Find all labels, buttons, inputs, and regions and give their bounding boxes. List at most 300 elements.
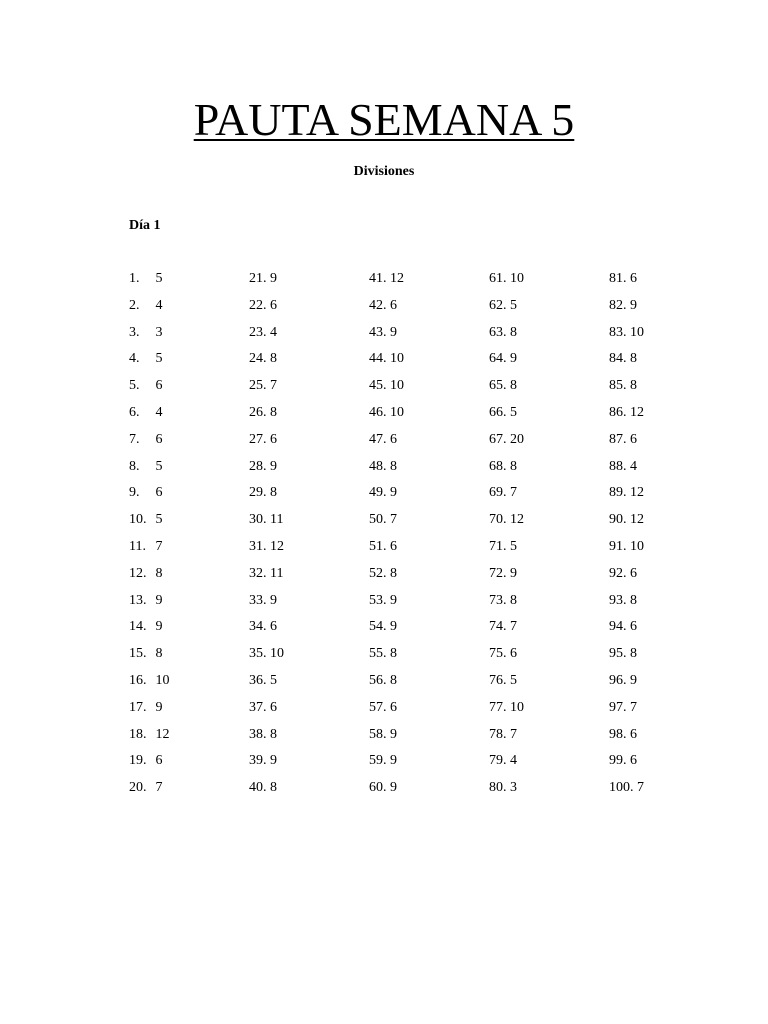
answer-number: 98. [609, 726, 627, 742]
answer-number: 78. [489, 726, 507, 742]
answer-value: 9 [155, 592, 163, 608]
answer-number: 19. [129, 753, 147, 769]
answer-item [249, 320, 369, 347]
answer-value: 5 [510, 404, 517, 420]
answer-item [369, 561, 489, 588]
answer-item [489, 614, 609, 641]
answer-value: 5 [155, 351, 163, 367]
answer-item [489, 373, 609, 400]
answer-value: 6 [155, 431, 163, 447]
answer-item [489, 480, 609, 507]
answer-value: 8 [510, 324, 517, 340]
answer-item [129, 480, 249, 507]
answer-value: 20 [510, 431, 524, 447]
answer-value: 8 [630, 378, 637, 394]
page-subtitle: Divisiones [353, 164, 415, 179]
answer-number: 83. [609, 324, 627, 340]
answer-number: 84. [609, 351, 627, 367]
answer-value: 9 [390, 726, 397, 742]
answer-number: 4. [129, 351, 140, 367]
answer-value: 5 [510, 538, 517, 554]
answer-item [129, 346, 249, 373]
answer-number: 61. [489, 271, 507, 286]
answer-number: 20. [129, 780, 147, 796]
answer-number: 89. [609, 485, 627, 501]
answer-item [249, 480, 369, 507]
answer-number: 87. [609, 431, 627, 447]
answer-value: 4 [155, 404, 163, 420]
answer-value: 6 [630, 726, 637, 742]
answer-value: 6 [630, 431, 637, 447]
answer-number: 88. [609, 458, 627, 474]
answer-number: 40. [249, 780, 267, 796]
answer-number: 55. [369, 646, 387, 662]
answer-item [129, 266, 249, 293]
answer-item [249, 266, 369, 293]
answer-item [129, 588, 249, 615]
answer-item [609, 427, 729, 454]
answer-number: 71. [489, 538, 507, 554]
answer-number: 75. [489, 646, 507, 662]
answer-number: 41. [369, 271, 387, 286]
answer-number: 44. [369, 351, 387, 367]
answer-value: 6 [270, 699, 277, 715]
answer-number: 38. [249, 726, 267, 742]
answer-value: 8 [270, 485, 277, 501]
answer-item [489, 668, 609, 695]
answer-number: 63. [489, 324, 507, 340]
answer-item [369, 668, 489, 695]
answer-value: 5 [510, 672, 517, 688]
answer-number: 100. [609, 780, 634, 796]
answer-item [369, 775, 489, 802]
answer-item [489, 507, 609, 534]
answer-value: 8 [510, 458, 517, 474]
answer-value: 6 [630, 619, 637, 635]
answer-item [609, 588, 729, 615]
answer-item [129, 668, 249, 695]
answer-number: 79. [489, 753, 507, 769]
answer-number: 30. [249, 512, 267, 528]
answer-item [129, 507, 249, 534]
answer-number: 53. [369, 592, 387, 608]
answer-value: 9 [510, 565, 517, 581]
answer-value: 12 [390, 271, 404, 286]
answer-number: 43. [369, 324, 387, 340]
answer-item [609, 614, 729, 641]
answer-item [609, 507, 729, 534]
answer-number: 69. [489, 485, 507, 501]
answer-value: 8 [390, 565, 397, 581]
answer-number: 72. [489, 565, 507, 581]
answer-number: 85. [609, 378, 627, 394]
answer-number: 99. [609, 753, 627, 769]
answer-item [129, 400, 249, 427]
answer-item [609, 293, 729, 320]
answer-item [609, 561, 729, 588]
answer-item [369, 400, 489, 427]
answer-value: 8 [270, 404, 277, 420]
answer-value: 5 [155, 458, 163, 474]
answer-number: 49. [369, 485, 387, 501]
answer-number: 56. [369, 672, 387, 688]
answer-value: 8 [630, 592, 637, 608]
answer-value: 7 [630, 699, 637, 715]
answer-value: 6 [630, 565, 637, 581]
answer-item [129, 748, 249, 775]
answer-column-5 [609, 266, 729, 802]
answer-number: 8. [129, 458, 140, 474]
answer-number: 76. [489, 672, 507, 688]
answer-value: 4 [630, 458, 637, 474]
answer-value: 9 [270, 592, 277, 608]
answer-value: 3 [510, 780, 517, 796]
answer-number: 62. [489, 297, 507, 313]
answer-number: 95. [609, 646, 627, 662]
answer-number: 16. [129, 672, 147, 688]
answer-number: 46. [369, 404, 387, 420]
answer-item [249, 427, 369, 454]
answer-item [489, 748, 609, 775]
answer-number: 70. [489, 512, 507, 528]
answer-value: 9 [630, 672, 637, 688]
answer-number: 97. [609, 699, 627, 715]
answer-value: 8 [630, 646, 637, 662]
answer-value: 4 [270, 324, 277, 340]
answer-item [369, 293, 489, 320]
answer-number: 91. [609, 538, 627, 554]
answer-value: 6 [155, 753, 163, 769]
answer-value: 10 [390, 351, 404, 367]
answer-number: 35. [249, 646, 267, 662]
answer-value: 5 [270, 672, 277, 688]
answer-item [249, 775, 369, 802]
answer-value: 10 [390, 404, 404, 420]
answer-value: 9 [270, 271, 277, 286]
answer-number: 17. [129, 699, 147, 715]
answer-number: 33. [249, 592, 267, 608]
answer-item [369, 454, 489, 481]
answer-number: 11. [129, 538, 146, 554]
answer-number: 32. [249, 565, 267, 581]
answer-item [249, 373, 369, 400]
answer-value: 5 [155, 271, 163, 286]
answer-item [489, 320, 609, 347]
answer-value: 7 [637, 780, 644, 796]
answer-number: 5. [129, 378, 140, 394]
answer-value: 7 [155, 780, 163, 796]
answer-number: 77. [489, 699, 507, 715]
answer-item [129, 320, 249, 347]
answer-item [609, 641, 729, 668]
answer-item [369, 507, 489, 534]
answer-number: 31. [249, 538, 267, 554]
answer-item [369, 346, 489, 373]
answer-item [609, 775, 729, 802]
answer-number: 51. [369, 538, 387, 554]
answer-item [249, 561, 369, 588]
answer-value: 10 [510, 699, 524, 715]
answer-number: 15. [129, 646, 147, 662]
answer-item [489, 293, 609, 320]
answer-item [249, 507, 369, 534]
answer-number: 2. [129, 297, 140, 313]
answer-column-1 [129, 266, 249, 802]
answer-item [609, 480, 729, 507]
answer-value: 12 [270, 538, 284, 554]
answer-value: 11 [270, 512, 284, 528]
answer-item [369, 641, 489, 668]
answer-value: 12 [630, 485, 644, 501]
answer-number: 14. [129, 619, 147, 635]
answer-value: 4 [155, 297, 163, 313]
answer-number: 12. [129, 565, 147, 581]
answer-value: 7 [390, 512, 397, 528]
answer-value: 12 [510, 512, 524, 528]
answer-number: 96. [609, 672, 627, 688]
answer-item [129, 641, 249, 668]
answer-number: 25. [249, 378, 267, 394]
answer-item [609, 748, 729, 775]
answer-item [369, 614, 489, 641]
answer-value: 6 [270, 619, 277, 635]
answer-number: 3. [129, 324, 140, 340]
answer-item [489, 400, 609, 427]
answer-column-2 [249, 266, 369, 802]
answer-item [489, 534, 609, 561]
answer-value: 9 [390, 753, 397, 769]
answer-value: 6 [630, 753, 637, 769]
answer-number: 59. [369, 753, 387, 769]
answer-item [129, 427, 249, 454]
answer-value: 7 [155, 538, 163, 554]
answer-number: 36. [249, 672, 267, 688]
answer-value: 6 [390, 297, 397, 313]
answer-value: 3 [155, 324, 163, 340]
answer-number: 47. [369, 431, 387, 447]
answer-number: 23. [249, 324, 267, 340]
answer-value: 8 [390, 646, 397, 662]
answer-value: 10 [630, 324, 644, 340]
answer-number: 7. [129, 431, 140, 447]
answer-item [129, 373, 249, 400]
answer-item [489, 346, 609, 373]
answer-item [249, 293, 369, 320]
answer-value: 8 [510, 378, 517, 394]
answer-item [369, 588, 489, 615]
answer-number: 13. [129, 592, 147, 608]
answer-value: 6 [390, 538, 397, 554]
answer-item [249, 748, 369, 775]
answer-item [129, 614, 249, 641]
answer-value: 7 [510, 726, 517, 742]
answer-number: 66. [489, 404, 507, 420]
answer-item [249, 346, 369, 373]
answer-item [609, 320, 729, 347]
answer-value: 8 [270, 726, 277, 742]
answer-item [489, 266, 609, 293]
answer-number: 93. [609, 592, 627, 608]
answer-item [489, 695, 609, 722]
answer-number: 27. [249, 431, 267, 447]
answer-item [609, 454, 729, 481]
answer-number: 54. [369, 619, 387, 635]
answer-number: 34. [249, 619, 267, 635]
answer-value: 9 [390, 780, 397, 796]
answer-item [369, 320, 489, 347]
answer-item [489, 454, 609, 481]
answer-number: 24. [249, 351, 267, 367]
answer-number: 80. [489, 780, 507, 796]
answer-number: 74. [489, 619, 507, 635]
answer-value: 11 [270, 565, 284, 581]
answer-value: 10 [510, 271, 524, 286]
answer-item [129, 454, 249, 481]
answer-number: 67. [489, 431, 507, 447]
answer-number: 65. [489, 378, 507, 394]
answer-value: 12 [630, 512, 644, 528]
answer-item [249, 400, 369, 427]
answer-item [609, 668, 729, 695]
answer-value: 5 [155, 512, 163, 528]
answer-number: 37. [249, 699, 267, 715]
answer-item [369, 266, 489, 293]
answer-item [609, 722, 729, 749]
answer-column-4 [489, 266, 609, 802]
answer-number: 92. [609, 565, 627, 581]
answer-item [489, 427, 609, 454]
answer-number: 26. [249, 404, 267, 420]
answer-value: 5 [510, 297, 517, 313]
answer-item [609, 373, 729, 400]
answer-item [369, 695, 489, 722]
answer-item [249, 722, 369, 749]
answer-value: 8 [390, 672, 397, 688]
answer-item [609, 266, 729, 293]
answer-item [609, 695, 729, 722]
answer-item [129, 722, 249, 749]
answer-item [129, 775, 249, 802]
answer-number: 90. [609, 512, 627, 528]
answer-value: 8 [390, 458, 397, 474]
answer-number: 58. [369, 726, 387, 742]
answer-item [489, 722, 609, 749]
answer-item [609, 400, 729, 427]
answer-value: 7 [510, 485, 517, 501]
answer-number: 73. [489, 592, 507, 608]
answer-item [369, 480, 489, 507]
answer-value: 6 [270, 431, 277, 447]
answer-value: 9 [155, 699, 163, 715]
day-label: Día 1 [129, 218, 161, 233]
answer-number: 45. [369, 378, 387, 394]
answer-value: 8 [510, 592, 517, 608]
answer-number: 68. [489, 458, 507, 474]
answer-value: 8 [270, 780, 277, 796]
answer-key [129, 266, 729, 806]
answer-item [369, 534, 489, 561]
answer-value: 6 [390, 431, 397, 447]
answer-item [129, 534, 249, 561]
answer-number: 81. [609, 271, 627, 286]
answer-item [249, 588, 369, 615]
answer-value: 7 [270, 378, 277, 394]
answer-number: 6. [129, 404, 140, 420]
answer-item [489, 588, 609, 615]
answer-number: 94. [609, 619, 627, 635]
answer-item [249, 454, 369, 481]
answer-item [489, 775, 609, 802]
answer-number: 86. [609, 404, 627, 420]
answer-number: 60. [369, 780, 387, 796]
answer-value: 9 [390, 324, 397, 340]
answer-value: 6 [510, 646, 517, 662]
answer-column-3 [369, 266, 489, 802]
answer-number: 48. [369, 458, 387, 474]
answer-number: 29. [249, 485, 267, 501]
page-title: PAUTA SEMANA 5 [193, 94, 575, 145]
answer-item [129, 695, 249, 722]
answer-value: 10 [155, 672, 170, 688]
answer-value: 9 [390, 619, 397, 635]
answer-number: 50. [369, 512, 387, 528]
answer-value: 9 [155, 619, 163, 635]
answer-item [369, 748, 489, 775]
answer-value: 7 [510, 619, 517, 635]
answer-value: 8 [270, 351, 277, 367]
answer-value: 8 [630, 351, 637, 367]
answer-number: 10. [129, 512, 147, 528]
answer-number: 42. [369, 297, 387, 313]
answer-number: 64. [489, 351, 507, 367]
answer-number: 22. [249, 297, 267, 313]
answer-number: 57. [369, 699, 387, 715]
answer-item [489, 641, 609, 668]
answer-item [129, 293, 249, 320]
answer-value: 10 [390, 378, 404, 394]
answer-item [609, 346, 729, 373]
answer-value: 6 [155, 378, 163, 394]
answer-item [369, 373, 489, 400]
answer-item [489, 561, 609, 588]
answer-value: 9 [270, 753, 277, 769]
answer-item [369, 722, 489, 749]
answer-value: 12 [155, 726, 170, 742]
answer-item [249, 614, 369, 641]
answer-value: 6 [630, 271, 637, 286]
answer-value: 8 [155, 565, 163, 581]
answer-number: 39. [249, 753, 267, 769]
answer-item [129, 561, 249, 588]
answer-number: 18. [129, 726, 147, 742]
answer-item [369, 427, 489, 454]
answer-number: 52. [369, 565, 387, 581]
answer-number: 28. [249, 458, 267, 474]
answer-value: 6 [155, 485, 163, 501]
answer-value: 9 [270, 458, 277, 474]
answer-value: 12 [630, 404, 644, 420]
answer-item [249, 534, 369, 561]
answer-value: 10 [630, 538, 644, 554]
answer-number: 9. [129, 485, 140, 501]
answer-value: 9 [390, 485, 397, 501]
answer-value: 4 [510, 753, 517, 769]
answer-item [249, 695, 369, 722]
answer-number: 1. [129, 271, 140, 286]
answer-item [249, 668, 369, 695]
answer-value: 10 [270, 646, 284, 662]
answer-value: 8 [155, 646, 163, 662]
